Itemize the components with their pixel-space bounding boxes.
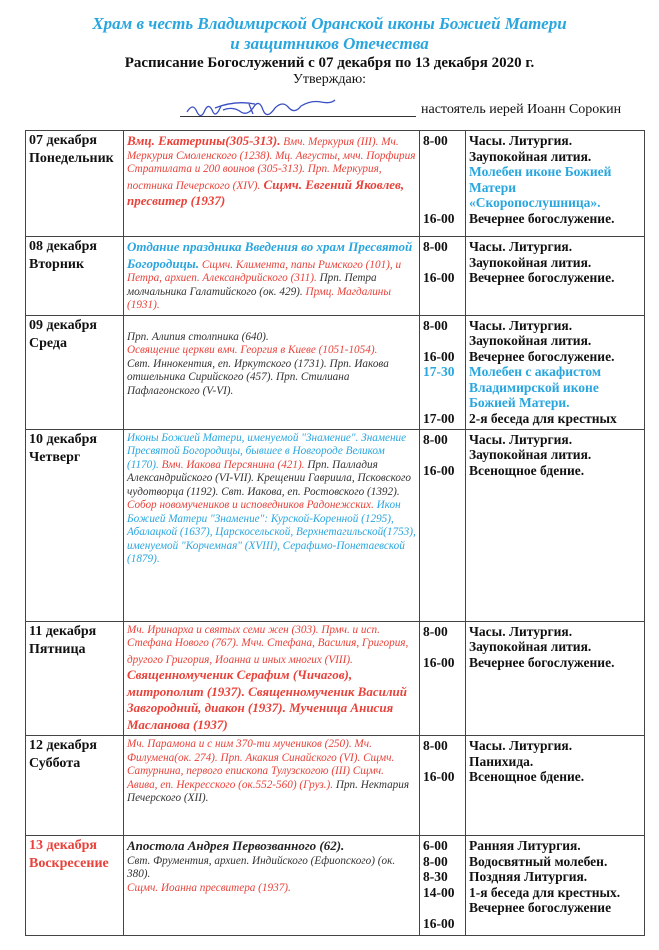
time-spacer — [423, 395, 462, 411]
service-time: 8-00 — [423, 738, 448, 753]
service-name: Часы. Литургия. — [469, 239, 573, 254]
day-date: 09 декабря — [29, 317, 98, 333]
day-weekday: Четверг — [29, 449, 81, 465]
saint-entry: Собор новомучеников и исповедников Радонежских. — [127, 499, 374, 511]
schedule-row — [26, 429, 645, 621]
service-name: Молебен с акафистом Владимирской иконе Божией Матери. — [469, 364, 602, 410]
times-cell — [420, 315, 466, 429]
times-cell — [420, 237, 466, 316]
saint-entry: Вмч. Иакова Персянина (421). — [158, 458, 305, 471]
service-name: Вечернее богослужение. — [469, 210, 615, 226]
saint-entry: Сщмч. Евгений Яковлев, пресвитер (1937) — [127, 176, 405, 208]
day-weekday: Пятница — [29, 641, 86, 657]
service-name: Заупокойная лития. — [469, 254, 592, 270]
time-spacer — [423, 900, 462, 916]
times-cell — [420, 131, 466, 237]
saint-entry: Сщмч. Климента, папы Римского (101), и Петра, архиеп. Александрийского (311). — [127, 258, 402, 284]
saints-cell — [124, 836, 420, 936]
church-title-line2: и защитников Отечества — [230, 34, 429, 53]
service-name: Заупокойная лития. — [469, 639, 592, 654]
day-weekday: Понедельник — [29, 151, 114, 166]
service-name: Ранняя Литургия. — [469, 838, 581, 853]
signature-row — [0, 96, 659, 120]
time-spacer — [423, 447, 462, 463]
saint-entry: Сщмч. Иоанна пресвитера (1937). — [127, 881, 291, 894]
saint-entry: Мч. Иринарха и святых семи жен (303). Прмч. и исп. Стефана Нового (767). Мчч. Стефана, Василия, Григория, другого Григория, Иоанна и иных многих (VIII). — [127, 623, 409, 666]
day-date: 13 декабря — [29, 838, 98, 853]
saint-entry: Прп. Палладия Александрийского (VI-VII). Крещении Гавриила, Псковского чудотворца (1192). Свт. Иакова, еп. Ростовского (1392). — [127, 458, 411, 498]
priest-name: настоятель иерей Иоанн Сорокин — [421, 102, 622, 117]
service-name: Панихида. — [469, 753, 534, 769]
service-name: Часы. Литургия. — [469, 431, 573, 447]
service-name: Заупокойная лития. — [469, 333, 592, 348]
saint-entry: Освящение церкви вмч. Георгия в Киеве (1051-1054). — [127, 344, 378, 356]
day-date: 10 декабря — [29, 431, 98, 447]
day-date: 07 декабря — [29, 133, 98, 148]
service-name: Часы. Литургия. — [469, 133, 573, 148]
service-time: 16-00 — [423, 915, 455, 931]
saints-cell — [124, 315, 420, 429]
saint-entry: Священномученик Серафим (Чичагов), митрополит (1937). Священномученик Василий Завгородний, диакон (1937). Мученица Анисия Масланова (1937) — [127, 667, 407, 732]
service-name: Вечернее богослужение. — [469, 270, 615, 285]
services-cell — [466, 237, 645, 316]
day-cell — [26, 736, 124, 836]
saint-entry: Прп. Петра молчальника Галатийского (ок. 429). — [127, 272, 377, 298]
service-time: 16-00 — [423, 210, 455, 226]
service-time: 8-00 — [423, 431, 448, 447]
service-name: Вечернее богослужение. — [469, 654, 615, 670]
service-name: Часы. Литургия. — [469, 623, 573, 639]
time-spacer — [423, 149, 462, 165]
service-name: Заупокойная лития. — [469, 447, 592, 462]
services-cell — [466, 836, 645, 936]
services-cell — [466, 621, 645, 736]
service-name: Поздняя Литургия. — [469, 869, 588, 884]
service-time: 8-00 — [423, 239, 448, 254]
service-name: Часы. Литургия. — [469, 317, 573, 333]
services-cell — [466, 131, 645, 237]
saint-entry: Икон Божией Матери "Знамение": Курской-Коренной (1295), Абалацкой (1637), Царскосельской, Верхнетагильской(1753), именуемой "Корчемная" (XVIII), Серафимо-Понетаевской (1879). — [127, 499, 416, 565]
time-spacer — [423, 333, 462, 349]
schedule-row — [26, 315, 645, 429]
time-spacer — [423, 164, 462, 180]
service-name: Заупокойная лития. — [469, 148, 592, 164]
day-cell — [26, 237, 124, 316]
saints-cell — [124, 621, 420, 736]
header — [0, 14, 659, 88]
services-cell — [466, 315, 645, 429]
service-time: 8-00 — [423, 623, 448, 639]
service-time: 8-00 — [423, 317, 448, 333]
day-cell — [26, 131, 124, 237]
service-name: Вечернее богослужение. — [469, 348, 615, 364]
day-date: 12 декабря — [29, 738, 98, 753]
service-time: 16-00 — [423, 462, 455, 478]
service-name: Молебен иконе Божией Матери «Скоропослушница». — [469, 164, 612, 210]
saint-entry: Прмц. Магдалины (1931). — [127, 285, 391, 311]
time-spacer — [423, 639, 462, 655]
service-time: 16-00 — [423, 348, 455, 364]
time-spacer — [423, 255, 462, 271]
service-time: 8-30 — [423, 869, 448, 884]
service-time: 16-00 — [423, 654, 455, 670]
service-time: 17-30 — [423, 364, 455, 379]
schedule-row — [26, 621, 645, 736]
day-cell — [26, 621, 124, 736]
day-weekday: Суббота — [29, 756, 81, 771]
service-name: Часы. Литургия. — [469, 738, 573, 753]
schedule-table — [25, 130, 645, 936]
service-time: 17-00 — [423, 410, 455, 426]
saint-entry: Вмц. Екатерины(305-313). — [127, 133, 281, 148]
service-time: 8-00 — [423, 853, 448, 869]
saint-entry: Вмч. Меркурия (III). Мч. Меркурия Смоленского (1238). Мц. Августы, мчч. Порфирия Стратилата и 200 воинов (305-313). Прп. Меркурия, постника Печерского (XIV). — [127, 136, 416, 192]
times-cell — [420, 621, 466, 736]
service-time: 14-00 — [423, 884, 455, 900]
service-name: Водосвятный молебен. — [469, 853, 608, 869]
day-weekday: Среда — [29, 335, 68, 351]
saints-cell — [124, 237, 420, 316]
time-spacer — [423, 195, 462, 211]
service-time: 16-00 — [423, 270, 455, 285]
saint-entry: Иконы Божией Матери, именуемой "Знамение". Знамение Пресвятой Богородицы, бывшее в Новгороде Великом (1170). — [127, 431, 407, 471]
time-spacer — [423, 180, 462, 196]
service-name: Всенощное бдение. — [469, 462, 585, 478]
service-time: 16-00 — [423, 769, 455, 784]
saints-cell — [124, 736, 420, 836]
signature-line — [180, 116, 416, 117]
schedule-row — [26, 237, 645, 316]
saint-entry: Свт. Фрументия, архиеп. Индийского (Ефиопского) (ок. 380). — [127, 854, 396, 880]
services-cell — [466, 736, 645, 836]
saint-entry: Прп. Алипия столпника (640). — [127, 330, 269, 343]
schedule-row — [26, 131, 645, 237]
service-name: 2-я беседа для крестных — [469, 410, 617, 426]
time-spacer — [423, 380, 462, 396]
day-cell — [26, 315, 124, 429]
time-spacer — [423, 754, 462, 770]
saint-entry: Мч. Парамона и с ним 370-ти мучеников (250). Мч. Филумена(ок. 274). Прп. Акакия Синайского (VI). Сщмч. Сатурнина, первого епископа Тулузскогою (III) Сщмч. Авива, еп. Некресского (ок.552-560) (Груз.). — [127, 738, 395, 791]
service-time: 8-00 — [423, 133, 448, 148]
saint-entry: Апостола Андрея Первозванного (62). — [127, 838, 345, 853]
times-cell — [420, 836, 466, 936]
saint-entry: Отдание праздника Введения во храм Пресвятой Богородицы. — [127, 239, 413, 271]
saint-entry: Свт. Иннокентия, еп. Иркутского (1731). Прп. Иакова отшельника Сирийского (457). Прп. Стилиана Пафлагонского (V-VI). — [127, 357, 389, 397]
schedule-row — [26, 836, 645, 936]
day-cell — [26, 429, 124, 621]
schedule-row — [26, 736, 645, 836]
schedule-subtitle: Расписание Богослужений с 07 декабря по 13 декабря 2020 г. — [124, 55, 535, 71]
saint-entry: Прп. Нектария Печерского (XII). — [127, 778, 410, 804]
day-weekday: Воскресение — [29, 856, 109, 871]
service-name: Всенощное бдение. — [469, 769, 585, 784]
day-date: 11 декабря — [29, 623, 97, 639]
service-name: Вечернее богослужение — [469, 900, 612, 915]
times-cell — [420, 736, 466, 836]
saints-cell — [124, 429, 420, 621]
service-name: 1-я беседа для крестных. — [469, 884, 621, 900]
services-cell — [466, 429, 645, 621]
approval-label: Утверждаю: — [292, 72, 367, 87]
church-title-line1: Храм в честь Владимирской Оранской иконы Божией Матери — [92, 14, 567, 33]
day-weekday: Вторник — [29, 257, 85, 272]
saints-cell — [124, 131, 420, 237]
times-cell — [420, 429, 466, 621]
day-cell — [26, 836, 124, 936]
day-date: 08 декабря — [29, 239, 98, 254]
service-time: 6-00 — [423, 838, 448, 853]
